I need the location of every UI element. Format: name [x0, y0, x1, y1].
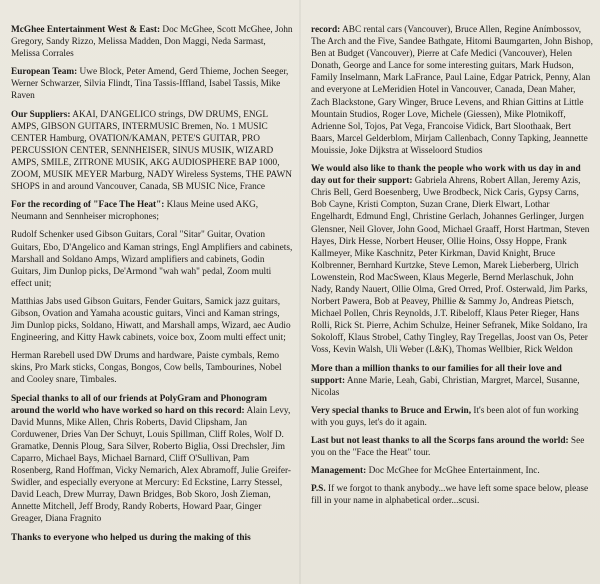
credit-heading: European Team: [11, 67, 78, 78]
credit-heading: More than a million thanks to our families for all their love and support: [311, 363, 562, 386]
credit-text: ABC rental cars (Vancouver), Bruce Allen, Regine Anímbossov, The Arch and the Five, Sandee Bathgate, Hitomi Baumgarten, John Bishop, Ben at Budget (Vancouver), Pierre at Cafe Medici (Vancouver), Helen Donath, George and Lance for some interesting guitars, Mark Hudson, Family Inselmann, Mark LaFrance, Paul Laine, Edgar Patrick, Penny, Alan and everyone at LeMeridien Hotel in Vancouver, Canada, Dean Maher, Zach Blackstone, Gary Winger, Bruce Levens, and Rhian Gittins at Little Mountain Studios, Roger Love, Michele (Giessen), Mike Plotnikoff, Adrienne Sol, Tojos, Pat Vega, Francoise Vidick, Bart Sloothaak, Bert Baars, Marcel Gelderblom, Mirjam Callenbach, Conny Tapking, Jeannette Mouissie, Joke Dijkstra at Wisseloord Studios [311, 25, 593, 156]
credit-text: Herman Rarebell used DW Drums and hardware, Paiste cymbals, Remo skins, Pro Mark sticks, Congas, Bongos, Cow bells, Tambourines, Nobel and Cooley snare, Timbales. [11, 351, 282, 386]
credit-heading: Our Suppliers: [11, 109, 71, 120]
credit-text: It's been alot of fun working with you guys, let's do it again. [311, 405, 579, 428]
credit-heading: Special thanks to all of our friends at PolyGram and Phonogram around the world who have worked so hard on this record: [11, 393, 268, 416]
credit-text: Alain Levy, David Munns, Mike Allen, Chris Roberts, David Clipsham, Jan Corduwener, Dries Van Der Schuyt, Louis Spillman, Cliff Roles, Wolf D. Gramatke, Dennis Ploug, Sara Silver, Roberto Biglia, Ossi Drechsler, Jim Caparro, Michael Bays, Michael Barnard, Cliff O'Sullivan, Pam Rosenberg, Rand Hoffman, Vicky Nemarich, Alex Abramoff, Julie Greifer-Swidler, and especially everyone at Mercury: Ed Eckstine, Larry Stessel, David Leach, Drew Murray, Dawn Bridges, Bob Skoro, Josh Zieman, Annette Mitchell, Jeff Brody, Randy Roberts, Howard Paar, Ginger Greager, Diana Fragnito [11, 405, 291, 525]
credit-paragraph [311, 483, 593, 507]
credit-paragraph [11, 24, 293, 60]
credit-heading: P.S. [311, 484, 326, 495]
credit-paragraph [311, 405, 593, 429]
credit-paragraph [311, 363, 593, 399]
credit-text: If we forgot to thank anybody...we have left some space below, please fill in your name in alphabetical order...scusi. [311, 484, 589, 507]
right-credits-column [311, 24, 593, 513]
credit-text: Klaus Meine used AKG, Neumann and Sennheiser microphones; [11, 200, 259, 223]
credit-text: Uwe Block, Peter Amend, Gerd Thieme, Jochen Seeger, Werner Schwarzer, Silvia Flindt, Tina Tassis-Iffland, Isabel Tassis, Mike Raven [11, 67, 289, 102]
left-credits-column [11, 24, 293, 550]
credit-paragraph [11, 229, 293, 289]
credit-paragraph [11, 350, 293, 386]
credit-paragraph [11, 296, 293, 344]
credit-text: Gabriela Ahrens, Robert Allan, Jeremy Azis, Chris Bell, Gerd Boesenberg, Uwe Brodbeck, Nick Caris, Gypsy Carns, Bob Cayne, Kristi Compton, Suzan Crane, Dierk Elwart, Lothar Engelhardt, Edmund Engl, Christine Gerlach, Johannes Gerlinger, Jurgen Glensner, Neil Glover, John Good, Michael Graaff, Horst Hartman, Steven Hayes, Dirk Hesse, Norbert Heuser, Ollie Hoins, Ossy Hoppe, Frank Kallmeyer, Mike Kaschnitz, Peter Kirkman, David Knight, Bruce Kolbrenner, Bernhard Kurtzke, Steve Lemon, Marek Lieberberg, Ulrich Lowenstein, Rod MacSween, Klaus Megerle, Bernd Merlaschuk, John Nady, Randy Nauert, Ollie Olma, Gred Orred, Prof. Osterwald, Jim Parks, Norbert Pawera, Bob at Peavey, Phillie & Sammy Jo, Andreas Pietsch, Michael Pollen, Chris Reynolds, J.T. Ribeloff, Klaus Peter Rieger, Hans Rolli, Rick St. Pierre, Achim Schulze, Heiner Sefranek, Mike Soldano, Ira Sokoloff, Klaus Strobel, Cathy Tingley, Ray Tregellas, Joost van Os, Peter Voss, Kevin Walsh, Uli Weber (L&K), Thomas Wellbier, Rick Weldon [311, 176, 590, 356]
credit-heading: Thanks to everyone who helped us during the making of this [11, 532, 251, 543]
credit-heading: Very special thanks to Bruce and Erwin, [311, 405, 472, 416]
credit-heading: For the recording of "Face The Heat": [11, 200, 165, 211]
credit-text: See you on the "Face the Heat" tour. [311, 436, 585, 459]
credit-text: Matthias Jabs used Gibson Guitars, Fender Guitars, Samick jazz guitars, Gibson, Ovation and Yamaha acoustic guitars, Vinci and Kaman strings, Jim Dunlop picks, Soldano, Hiwatt, and Marshall amps, Wizard, aec Audio Engineering, and Kitty Hawk cabinets, voice box, Zoom multi effect unit; [11, 296, 291, 344]
credit-heading: McGhee Entertainment West & East: [11, 25, 161, 35]
credit-text: Doc McGhee, Scott McGhee, John Gregory, Sandy Rizzo, Melissa Madden, Don Maggi, Neda Sarmast, Melissa Corrales [11, 25, 293, 60]
credit-paragraph [11, 532, 293, 544]
fold-crease [299, 0, 301, 584]
credit-heading: Last but not least thanks to all the Scorps fans around the world: [311, 436, 569, 446]
credit-text: AKAI, D'ANGELICO strings, DW DRUMS, ENGL AMPS, GIBSON GUITARS, INTERMUSIC Bremen, No. 1 MUSIC CENTER Hamburg, OVATION/KAMAN, PETE'S GUITAR, PRO PERCUSSION CENTER, SENNHEISER, SINUS MUSIK, WIZARD AMPS, SMILE, ZITRONE MUSIK, AKG AUDIOSPHERE BAP 1000, ZOOM, MUSIK MEYER Marburg, NADY Wireless Systems, THE PAWN SHOPS in and around Vancouver, Canada, SB MUSIC Nice, France [11, 109, 292, 193]
credit-text: Anne Marie, Leah, Gabi, Christian, Margret, Marcel, Susanne, Nicolas [311, 375, 580, 398]
credit-paragraph [311, 435, 593, 459]
credit-text: Doc McGhee for McGhee Entertainment, Inc. [366, 466, 540, 477]
credit-text: Rudolf Schenker used Gibson Guitars, Coral "Sitar" Guitar, Ovation Guitars, Ebo, D'Angelico and Kaman strings, Engl Amplifiers and cabinets, Marshall and Soldano Amps, Wizard amplifiers and cabinets, Godin Guitars, Jim Dunlop picks, De'Armond "wah wah" pedal, Zoom multi effect unit; [11, 230, 293, 289]
credit-paragraph [11, 109, 293, 194]
credit-paragraph [311, 24, 593, 157]
credit-paragraph [311, 465, 593, 477]
credit-paragraph [11, 66, 293, 102]
credit-paragraph [11, 393, 293, 526]
credit-heading: record: [311, 25, 341, 35]
credit-heading: We would also like to thank the people who work with us day in and day out for their support: [311, 164, 581, 187]
credit-heading: Management: [311, 466, 367, 477]
credit-paragraph [11, 199, 293, 223]
credit-paragraph [311, 163, 593, 357]
